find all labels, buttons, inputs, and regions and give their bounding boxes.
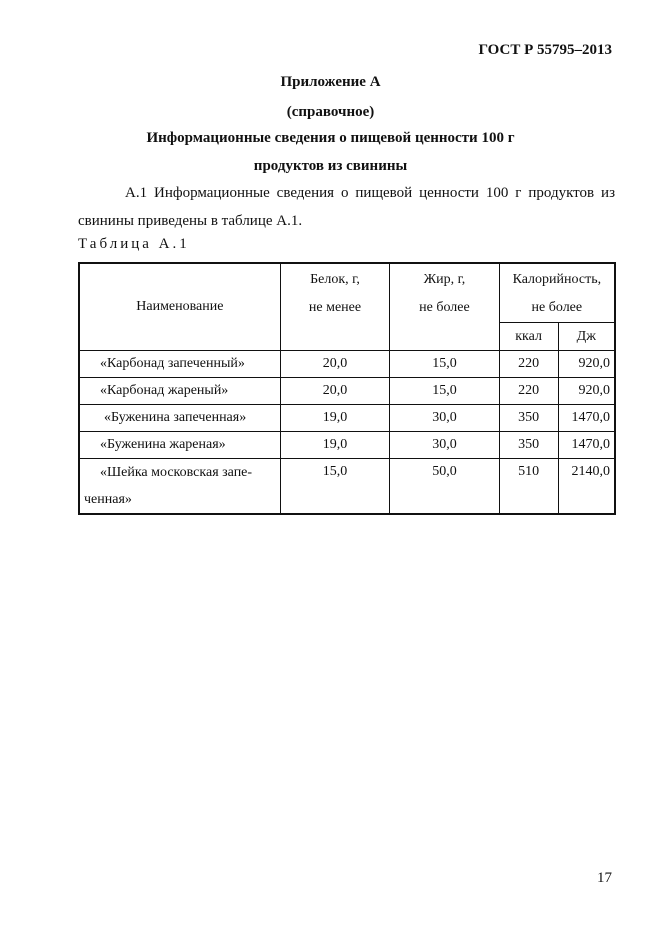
table-label: Таблица А.1 [78, 236, 190, 252]
row-protein: 20,0 [280, 378, 389, 405]
nutrition-table [78, 262, 616, 515]
row-protein: 20,0 [280, 351, 389, 378]
header-protein: Белок, г, не менее [280, 263, 389, 351]
row-kj: 920,0 [558, 351, 615, 378]
row-kj: 2140,0 [558, 459, 615, 515]
row-protein: 19,0 [280, 405, 389, 432]
standard-number: ГОСТ Р 55795–2013 [478, 42, 612, 58]
row-kj: 1470,0 [558, 432, 615, 459]
row-fat: 15,0 [390, 378, 499, 405]
table-row [79, 432, 615, 459]
header-kj: Дж [558, 323, 615, 351]
appendix-title: Приложение А [280, 74, 381, 90]
row-kcal: 350 [499, 432, 558, 459]
table-row [79, 351, 615, 378]
row-name: «Шейка московская запе- ченная» [79, 459, 280, 515]
row-protein: 15,0 [280, 459, 389, 515]
row-fat: 50,0 [390, 459, 499, 515]
row-name: «Карбонад жареный» [79, 378, 280, 405]
row-kj: 1470,0 [558, 405, 615, 432]
row-kj: 920,0 [558, 378, 615, 405]
row-fat: 30,0 [390, 432, 499, 459]
appendix-note: (справочное) [286, 104, 375, 120]
header-calories: Калорийность, не более [499, 263, 615, 323]
row-kcal: 510 [499, 459, 558, 515]
row-protein: 19,0 [280, 432, 389, 459]
row-kcal: 220 [499, 351, 558, 378]
row-name: «Карбонад запеченный» [79, 351, 280, 378]
appendix-heading-line2: продуктов из свинины [253, 158, 408, 174]
appendix-heading-line1: Информационные сведения о пищевой ценности 100 г [146, 130, 515, 146]
header-name: Наименование [79, 263, 280, 351]
row-name: «Буженина запеченная» [79, 405, 280, 432]
row-kcal: 220 [499, 378, 558, 405]
paragraph-line2: свинины приведены в таблице А.1. [78, 213, 303, 229]
paragraph-line1: А.1 Информационные сведения о пищевой ценности 100 г продуктов из [125, 185, 615, 201]
table-row [79, 405, 615, 432]
row-fat: 15,0 [390, 351, 499, 378]
page-number: 17 [597, 870, 612, 886]
table-row [79, 459, 615, 515]
row-kcal: 350 [499, 405, 558, 432]
header-fat: Жир, г, не более [390, 263, 499, 351]
row-fat: 30,0 [390, 405, 499, 432]
header-kcal: ккал [499, 323, 558, 351]
table-row [79, 378, 615, 405]
row-name: «Буженина жареная» [79, 432, 280, 459]
